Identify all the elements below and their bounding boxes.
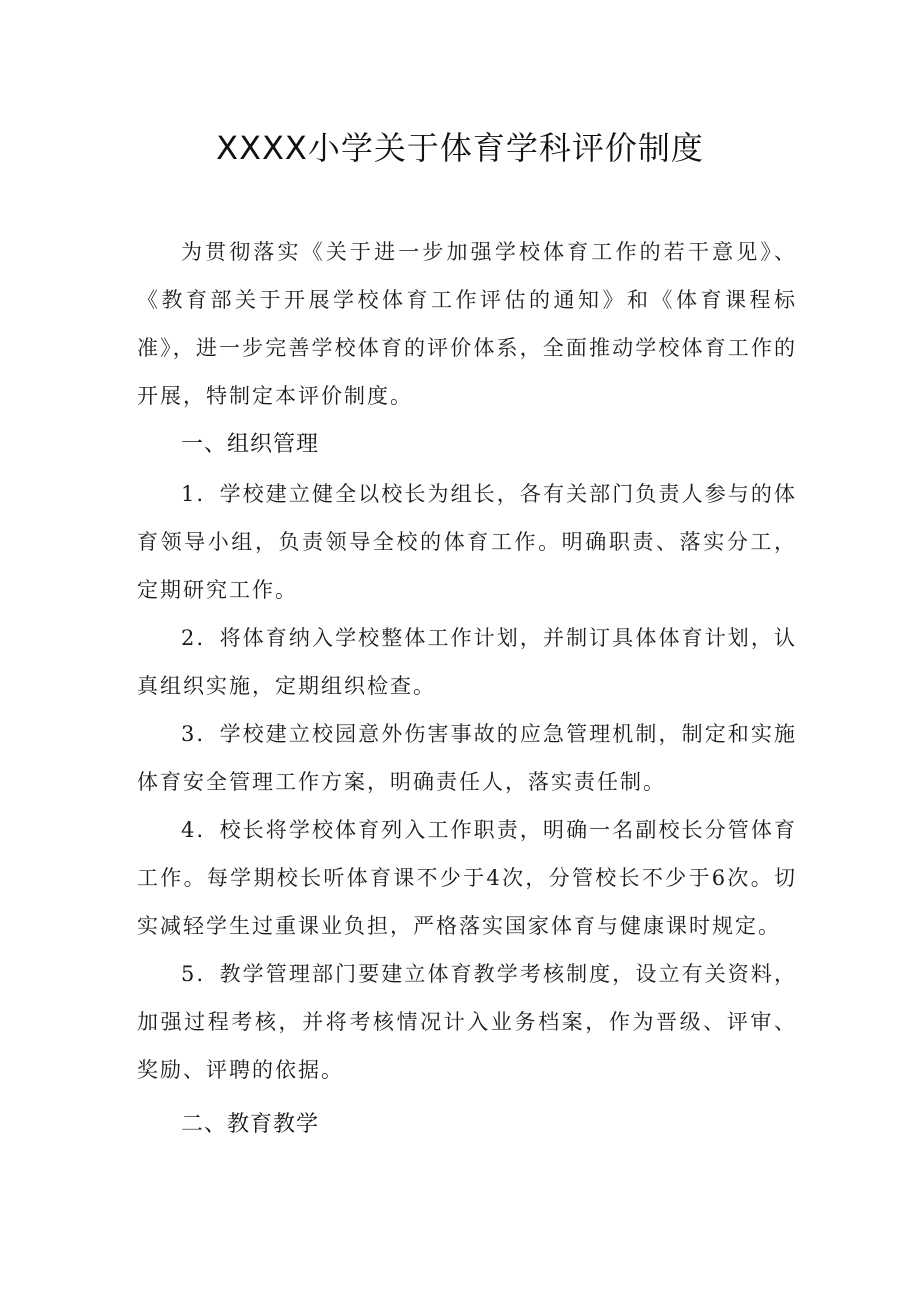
list-item: 4．校长将学校体育列入工作职责，明确一名副校长分管体育工作。每学期校长听体育课不少于4次，分管校长不少于6次。切实减轻学生过重课业负担，严格落实国家体育与健康课时规定。 [137, 818, 797, 938]
document-body [137, 228, 797, 1150]
intro-paragraph: 为贯彻落实《关于进一步加强学校体育工作的若干意见》、《教育部关于开展学校体育工作评估的通知》和《体育课程标准》，进一步完善学校体育的评价体系，全面推动学校体育工作的开展，特制定本评价制度。 [137, 240, 797, 408]
section-heading-education: 二、教育教学 [181, 1112, 320, 1137]
section-heading-organization: 一、组织管理 [181, 432, 320, 457]
document-title: XXXX小学关于体育学科评价制度 [216, 129, 704, 167]
list-item: 2．将体育纳入学校整体工作计划，并制订具体体育计划，认真组织实施，定期组织检查。 [137, 626, 797, 698]
list-item: 3．学校建立校园意外伤害事故的应急管理机制，制定和实施体育安全管理工作方案，明确责任人，落实责任制。 [137, 722, 797, 794]
list-item: 1．学校建立健全以校长为组长，各有关部门负责人参与的体育领导小组，负责领导全校的体育工作。明确职责、落实分工，定期研究工作。 [137, 482, 797, 602]
list-item: 5．教学管理部门要建立体育教学考核制度，设立有关资料，加强过程考核，并将考核情况计入业务档案，作为晋级、评审、奖励、评聘的依据。 [137, 962, 797, 1082]
